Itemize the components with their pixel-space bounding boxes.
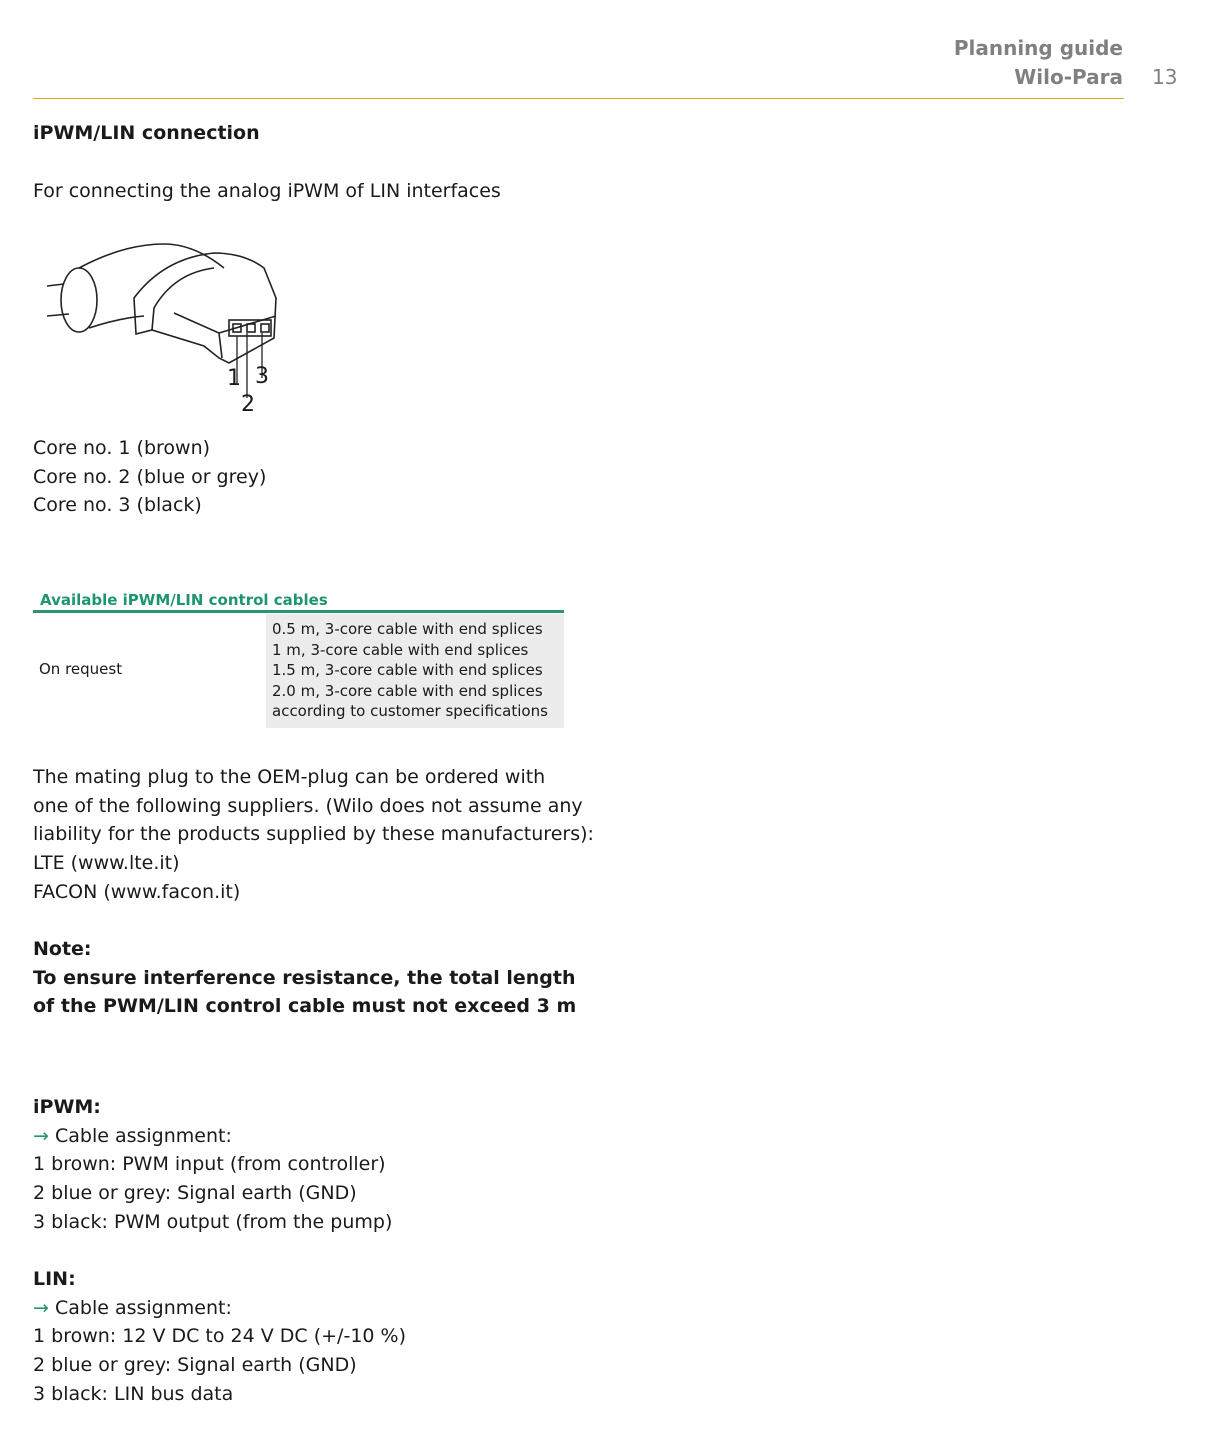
core-item: Core no. 2 (blue or grey) <box>33 465 267 488</box>
figure-label-3: 3 <box>255 364 269 389</box>
core-list <box>33 434 266 520</box>
note-label: Note: <box>33 938 92 960</box>
table-option: 1.5 m, 3-core cable with end splices <box>272 661 543 680</box>
assign-label: Cable assignment: <box>54 1124 232 1147</box>
ipwm-block <box>33 1093 392 1237</box>
connector-figure <box>44 238 280 416</box>
assign-line: 2 blue or grey: Signal earth (GND) <box>33 1354 357 1377</box>
core-item: Core no. 1 (brown) <box>33 437 211 459</box>
note-block <box>33 935 576 1021</box>
arrow-icon: → <box>33 1296 49 1319</box>
note-line: of the PWM/LIN control cable must not exceed 3 m <box>33 995 577 1018</box>
section-title: iPWM/LIN connection <box>33 122 260 144</box>
text-line: liability for the products supplied by these manufacturers): <box>33 823 594 846</box>
table-rule <box>33 610 564 613</box>
table-option: 1 m, 3-core cable with end splices <box>272 640 529 659</box>
table-cell-options <box>266 614 564 728</box>
lin-label: LIN: <box>33 1268 76 1290</box>
table-title: Available iPWM/LIN control cables <box>40 591 328 609</box>
assign-line: 2 blue or grey: Signal earth (GND) <box>33 1182 357 1205</box>
ipwm-label: iPWM: <box>33 1096 101 1118</box>
supplier-facon: FACON (www.facon.it) <box>33 880 241 903</box>
suppliers-paragraph <box>33 763 594 907</box>
text-line: one of the following suppliers. (Wilo does not assume any <box>33 794 583 817</box>
figure-label-2: 2 <box>241 392 255 417</box>
text-line: The mating plug to the OEM-plug can be ordered with <box>33 766 546 788</box>
note-line: To ensure interference resistance, the total length <box>33 966 576 989</box>
header-product: Wilo-Para <box>1014 65 1123 89</box>
header-rule <box>33 98 1124 99</box>
assign-line: 1 brown: 12 V DC to 24 V DC (+/-10 %) <box>33 1325 406 1348</box>
core-item: Core no. 3 (black) <box>33 494 202 517</box>
intro-text: For connecting the analog iPWM of LIN interfaces <box>33 180 501 202</box>
assign-line: 3 black: PWM output (from the pump) <box>33 1210 393 1233</box>
assign-label: Cable assignment: <box>54 1296 232 1319</box>
table-option: 0.5 m, 3-core cable with end splices <box>272 620 543 638</box>
figure-label-1: 1 <box>227 366 241 391</box>
table-option: 2.0 m, 3-core cable with end splices <box>272 681 543 700</box>
assign-line: 3 black: LIN bus data <box>33 1382 234 1405</box>
supplier-lte: LTE (www.lte.it) <box>33 852 180 875</box>
lin-block <box>33 1265 406 1409</box>
table-cell-availability: On request <box>39 660 123 678</box>
header-title: Planning guide <box>953 36 1123 60</box>
table-option: according to customer specifications <box>272 702 548 721</box>
arrow-icon: → <box>33 1124 49 1147</box>
assign-line: 1 brown: PWM input (from controller) <box>33 1153 386 1176</box>
page-number: 13 <box>1152 65 1178 89</box>
